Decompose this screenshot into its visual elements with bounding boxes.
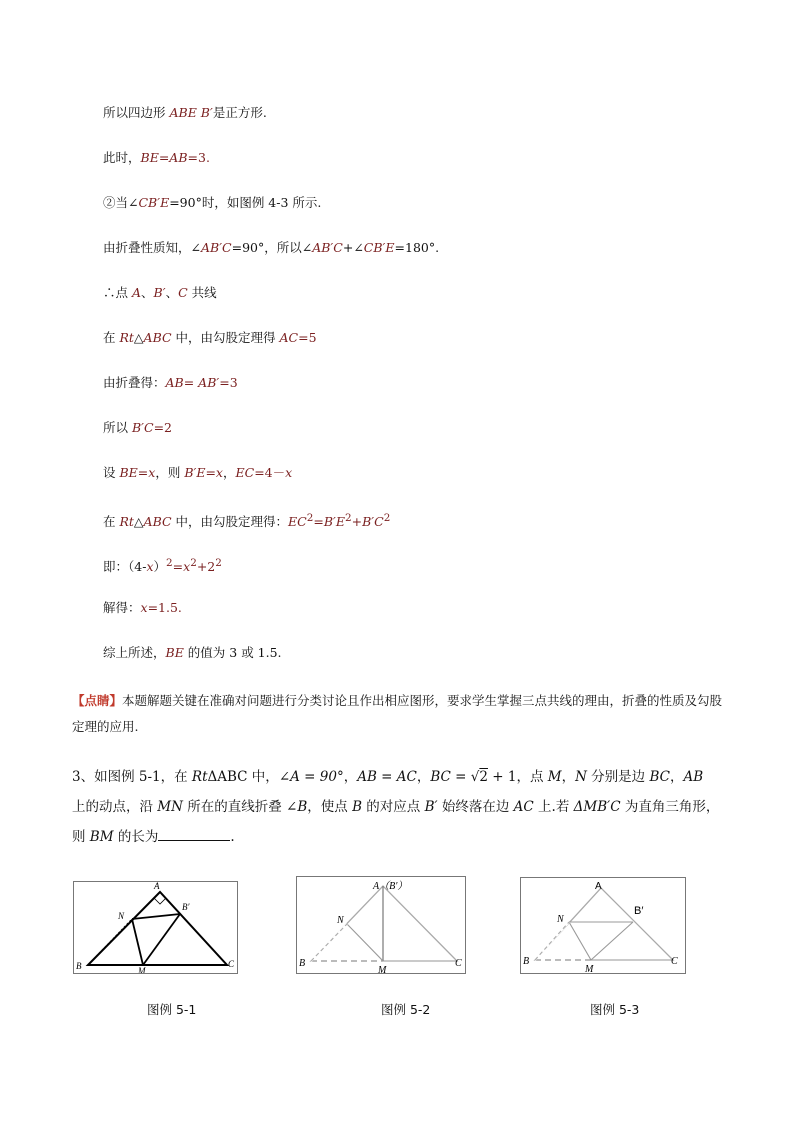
question-3: 3、如图例 5-1，在 RtΔABC 中，∠A = 90°，AB = AC，BC = √2 + 1，点 M，N 分别是边 BC，AB 上的动点，沿 MN 所在的直线折叠 ∠B，使点 B 的对应点 B′ 始终落在边 AC 上.若 ΔMB′C 为直角三角形， 则 BM 的长为 . [72, 769, 720, 845]
fig3-label-A: A [595, 881, 602, 892]
figure-5-2-diagram [297, 877, 465, 973]
solution-line-10: 在 Rt△ABC 中，由勾股定理得：$EC^2=B'E^2+B'C^2$ [103, 512, 391, 530]
solution-line-6: 在 Rt△ABC 中，由勾股定理得 AC=5 [103, 330, 317, 345]
fig1-label-N: N [118, 911, 125, 921]
figure-5-3-caption: 图例 5-3 [590, 1002, 640, 1017]
figure-5-1 [73, 881, 238, 974]
fig3-label-M: M [585, 964, 594, 973]
solution-line-4: 由折叠性质知，∠AB′C=90°，所以∠AB′C+∠CB′E=180°. [103, 240, 440, 255]
figure-5-1-caption: 图例 5-1 [147, 1002, 197, 1017]
solution-line-3: ②当∠CB′E=90°时，如图例 4-3 所示. [103, 195, 322, 210]
key-point-text: 本题解题关键在准确对问题进行分类讨论且作出相应图形，要求学生掌握三点共线的理由，折叠的性质及勾股定理的应用. [72, 693, 723, 734]
key-point-note [72, 688, 732, 740]
fig2-label-C: C [455, 958, 462, 969]
figure-5-3 [520, 877, 686, 974]
solution-line-8: 所以 B′C=2 [103, 420, 173, 435]
fig1-label-Bprime: B′ [182, 902, 190, 912]
solution-line-11: 即：$(4-x)^2=x^2+2^2$ [103, 557, 222, 575]
fig3-label-B: B [523, 956, 530, 967]
fig3-label-Bprime: B′ [634, 905, 644, 917]
fig2-label-B: B [299, 958, 306, 969]
figure-5-3-diagram [521, 878, 685, 973]
fig2-label-M: M [378, 965, 387, 973]
fig2-label-A: A（B′） [373, 881, 408, 892]
solution-line-5: ∴点 A、B′、C 共线 [103, 285, 217, 300]
fig1-label-B: B [76, 961, 82, 971]
key-point-tag: 【点睛】 [72, 693, 123, 708]
figure-5-2-caption: 图例 5-2 [381, 1002, 431, 1017]
solution-line-12: 解得：x=1.5. [103, 600, 182, 615]
fig2-label-N: N [337, 915, 344, 926]
fig1-label-A: A [154, 882, 160, 891]
fig3-label-N: N [557, 914, 564, 925]
figure-5-1-diagram [74, 882, 237, 973]
fig1-label-M: M [138, 966, 146, 973]
solution-line-1: 所以四边形 ABE B′是正方形. [103, 105, 267, 120]
fig1-label-C: C [228, 959, 235, 969]
solution-line-9: 设 BE=x，则 B′E=x，EC=4－x [103, 465, 293, 480]
solution-line-7: 由折叠得：AB= AB′=3 [103, 375, 238, 390]
fig3-label-C: C [671, 956, 678, 967]
figure-5-2 [296, 876, 466, 974]
solution-line-2: 此时，BE=AB=3. [103, 150, 210, 165]
solution-line-13: 综上所述，BE 的值为 3 或 1.5. [103, 645, 282, 660]
answer-blank[interactable] [158, 828, 230, 841]
